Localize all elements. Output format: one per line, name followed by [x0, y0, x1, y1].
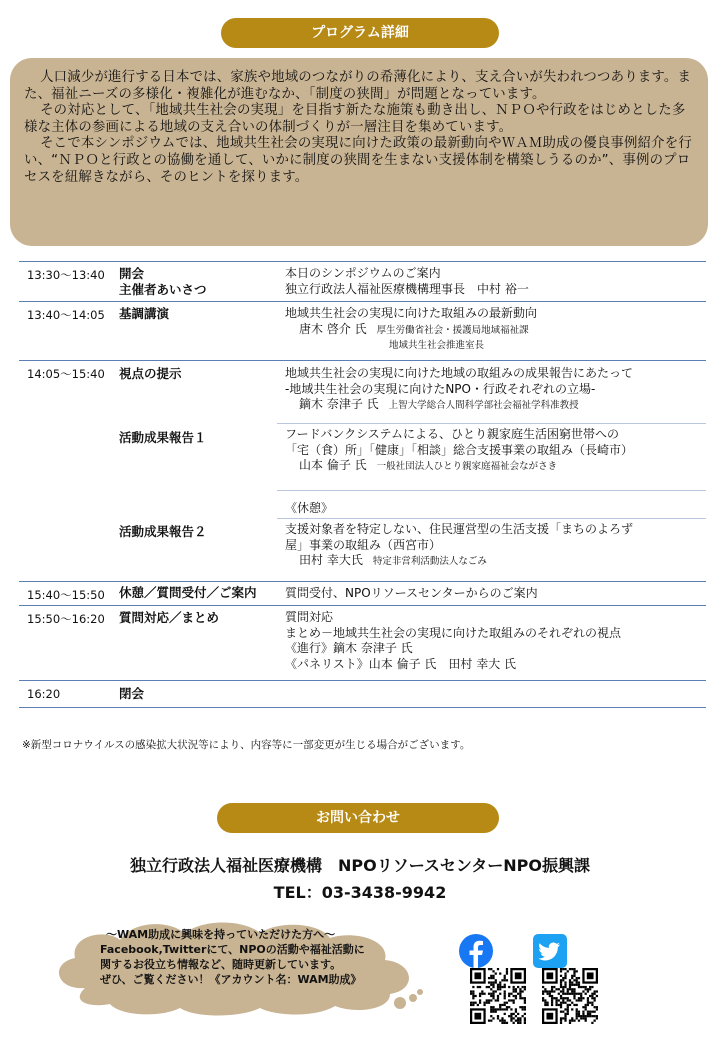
time-cell: 13:40～14:05: [27, 308, 105, 322]
content-line: 「宅（食）所」「健康」「相談」総合支援事業の取組み（長崎市）: [285, 442, 634, 457]
content-line: 地域共生社会の実現に向けた地域の取組みの成果報告にあたって: [285, 366, 634, 380]
content-line: 支援対象者を特定しない、住民運営型の生活支援「まちのよろず: [285, 522, 634, 536]
content-line: -地域共生社会の実現に向けたNPO・行政それぞれの立場-: [285, 381, 596, 396]
speaker-name: 鏑木 奈津子 氏: [299, 397, 379, 411]
content-line: 《進行》鏑木 奈津子 氏: [285, 641, 413, 655]
sub-divider: [277, 518, 706, 519]
content-line: 質問対応: [285, 610, 334, 624]
label-line: 主催者あいさつ: [119, 282, 207, 297]
content-line: 地域共生社会の実現に向けた取組みの最新動向: [285, 306, 538, 320]
schedule-row-keynote: [19, 301, 706, 360]
sub-divider: [277, 490, 706, 491]
cloud-message: [100, 927, 390, 987]
speaker-affiliation: 上智大学総合人間科学部社会福祉学科准教授: [388, 400, 579, 411]
speaker-name: 山本 倫子 氏: [299, 458, 367, 472]
schedule-table: [19, 261, 706, 708]
intro-box: [10, 58, 708, 246]
cloud-line: Facebook,Twitterにて、NPOの活動や福祉活動に: [100, 943, 365, 956]
label-cell: 活動成果報告２: [119, 524, 207, 539]
notice-text: ※新型コロナウイルスの感染拡大状況等により、内容等に一部変更が生じる場合がございます。: [22, 739, 471, 751]
speaker-affiliation: 地域共生社会推進室長: [389, 340, 485, 351]
label-cell: [119, 266, 207, 298]
speaker-name: 田村 幸大氏: [299, 553, 363, 567]
content-cell: [285, 610, 700, 672]
speaker-line: [285, 397, 700, 414]
label-cell: 休憩／質問受付／ご案内: [119, 585, 257, 600]
time-cell: 15:40～15:50: [27, 588, 105, 602]
content-line: 独立行政法人福祉医療機構理事長 中村 裕一: [285, 281, 529, 296]
cloud-line: ぜひ、ご覧ください！《アカウント名：WAM助成》: [100, 973, 362, 986]
content-cell: [285, 266, 700, 297]
schedule-row-closing: [19, 680, 706, 708]
content-cell: [285, 427, 700, 475]
program-title-pill: プログラム詳細: [221, 18, 499, 48]
intro-paragraph-3: そこで本シンポジウムでは、地域共生社会の実現に向けた政策の最新動向やＷＡＭ助成の優良事例紹介を行い、“ＮＰＯと行政との協働を通して、いかに制度の狭間を生まない支援体制を構築しうるのか”、事例のプロセスを紐解きながら、そのヒントを探ります。: [24, 136, 692, 185]
label-cell: 基調講演: [119, 306, 170, 321]
content-cell: 質問受付、NPOリソースセンターからのご案内: [285, 586, 538, 600]
label-cell: 閉会: [119, 686, 145, 701]
label-cell: 活動成果報告１: [119, 430, 207, 445]
speaker-line: [285, 322, 700, 339]
time-cell: 16:20: [27, 687, 61, 701]
intro-paragraph-2: その対応として、「地域共生社会の実現」を目指す新たな施策も動き出し、ＮＰＯや行政をはじめとした多様な主体の参画による地域の支え合いの体制づくりが一層注目を集めています。: [24, 103, 686, 135]
speaker-name: 唐木 啓介 氏: [299, 321, 367, 336]
intro-paragraph-1: 人口減少が進行する日本では、家族や地域のつながりの希薄化により、支え合いが失われつつあります。また、福祉ニーズの多様化・複雑化が進むなか、「制度の狭間」が問題となっています。: [24, 70, 692, 102]
content-cell: [285, 306, 700, 354]
content-line: 屋」事業の取組み（西宮市）: [285, 537, 442, 552]
schedule-row-break: [19, 581, 706, 605]
content-cell: [285, 522, 700, 570]
twitter-icon[interactable]: [533, 934, 567, 968]
label-line: 開会: [119, 266, 145, 281]
content-line: フードバンクシステムによる、ひとり親家庭生活困窮世帯への: [285, 427, 619, 441]
label-cell: 視点の提示: [119, 366, 182, 381]
content-line: 《パネリスト》山本 倫子 氏 田村 幸大 氏: [285, 656, 517, 671]
facebook-qr-code-icon: [470, 968, 526, 1024]
organization-name: 独立行政法人福祉医療機構 NPOリソースセンターNPO振興課: [130, 856, 590, 875]
schedule-row-qa: [19, 605, 706, 680]
schedule-row-perspectives: [19, 360, 706, 581]
content-line: 本日のシンポジウムのご案内: [285, 266, 441, 280]
content-line: まとめ－地域共生社会の実現に向けた取組みのそれぞれの視点: [285, 625, 622, 640]
telephone-number: TEL：03-3438-9942: [273, 883, 447, 902]
break-label: 《休憩》: [285, 501, 334, 515]
label-cell: 質問対応／まとめ: [119, 610, 220, 625]
speaker-line: [285, 458, 700, 475]
schedule-row-opening: [19, 261, 706, 301]
facebook-icon[interactable]: [459, 934, 493, 968]
speaker-line: [285, 553, 700, 570]
sub-divider: [277, 423, 706, 424]
cloud-line: ～WAM助成に興味を持っていただけた方へ～: [106, 928, 336, 941]
cloud-line: 関するお役立ち情報など、随時更新しています。: [100, 958, 342, 971]
content-cell: [285, 366, 700, 414]
speaker-affiliation: 特定非営利活動法人なごみ: [372, 556, 487, 567]
time-cell: 14:05～15:40: [27, 367, 105, 381]
speaker-affiliation: 一般社団法人ひとり親家庭福祉会ながさき: [376, 461, 558, 472]
time-cell: 13:30～13:40: [27, 268, 105, 282]
speaker-affiliation: 厚生労働省社会・援護局地域福祉課: [376, 324, 529, 336]
time-cell: 15:50～16:20: [27, 612, 105, 626]
twitter-qr-code-icon: [542, 968, 598, 1024]
contact-title-pill: お問い合わせ: [217, 803, 499, 833]
